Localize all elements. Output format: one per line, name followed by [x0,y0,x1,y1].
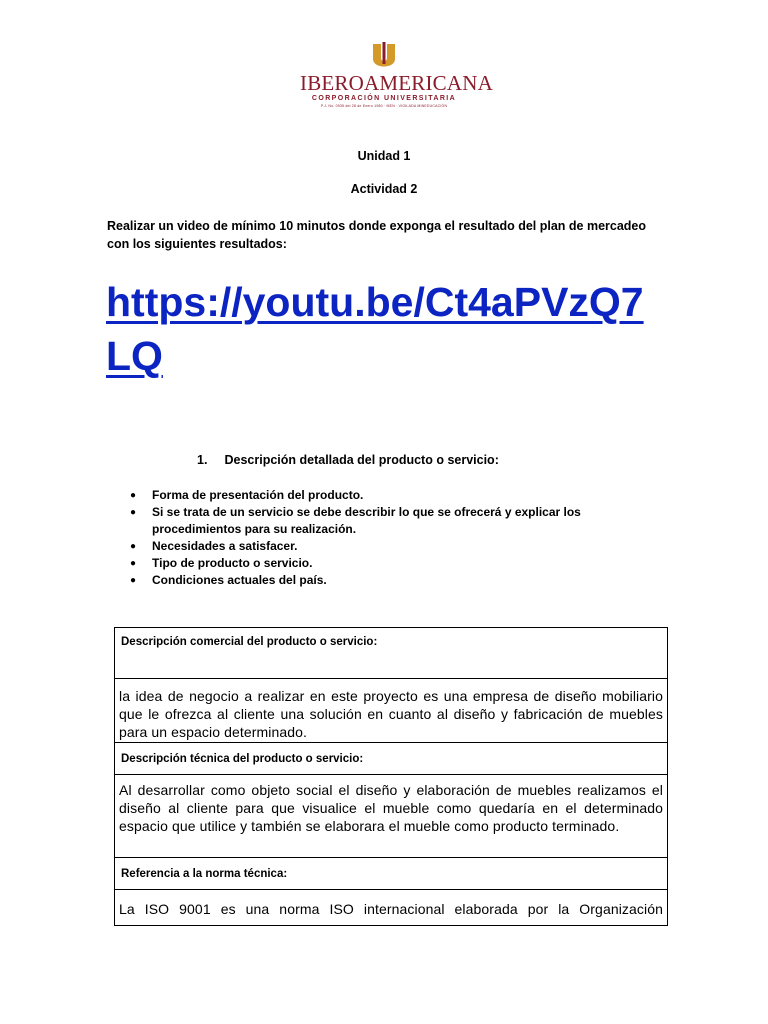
technical-text: Al desarrollar como objeto social el diseño y elaboración de muebles realizamos el diseño al cliente para que visualice el mueble como quedaría en el determinado espacio que utilice y también se elaborara el mueble como producto terminado. [115,775,667,858]
bullet-icon: ● [130,558,137,569]
section-title-text: Descripción detallada del producto o servicio: [224,453,499,467]
intro-paragraph: Realizar un video de mínimo 10 minutos donde exponga el resultado del plan de mercadeo con los siguientes resultados: [107,219,647,251]
bullet-icon: ● [130,575,137,586]
commercial-heading: Descripción comercial del producto o servicio: [115,628,667,679]
norm-text: La ISO 9001 es una norma ISO internacional elaborada por la Organización [115,890,667,926]
technical-heading: Descripción técnica del producto o servicio: [115,743,667,775]
bullet-icon: ● [130,507,137,518]
list-item: ● Si se trata de un servicio se debe describir lo que se ofrecerá y explicar los procedimientos para su realización. [130,505,581,536]
logo-fine-print: P.J. No. 0935 del 28 de Enero 1980 · MEN · VIGILADA MINEDUCACIÓN [320,104,448,108]
list-item: ● Necesidades a satisfacer. [130,539,298,553]
product-description-table [114,627,668,926]
logo-name: IBEROAMERICANA [300,71,493,95]
section-number: 1. [197,453,208,467]
logo-subtitle: CORPORACIÓN UNIVERSITARIA [311,95,457,102]
unit-title: Unidad 1 [357,149,411,163]
section-heading [197,453,499,467]
list-item: ● Condiciones actuales del país. [130,573,327,587]
requirements-list [130,487,670,589]
norm-heading: Referencia a la norma técnica: [115,858,667,890]
commercial-text: la idea de negocio a realizar en este proyecto es una empresa de diseño mobiliario que le ofrezca al cliente una solución en cuanto al diseño y fabricación de muebles para un espacio determinado. [115,679,667,743]
list-item: ● Forma de presentación del producto. [130,488,364,502]
activity-title: Actividad 2 [350,182,418,196]
university-crest-icon [367,42,401,72]
university-logo [300,42,493,109]
video-link[interactable]: https://youtu.be/Ct4aPVzQ7LQ [106,279,644,379]
bullet-icon: ● [130,541,137,552]
list-item: ● Tipo de producto o servicio. [130,556,313,570]
bullet-icon: ● [130,490,137,501]
